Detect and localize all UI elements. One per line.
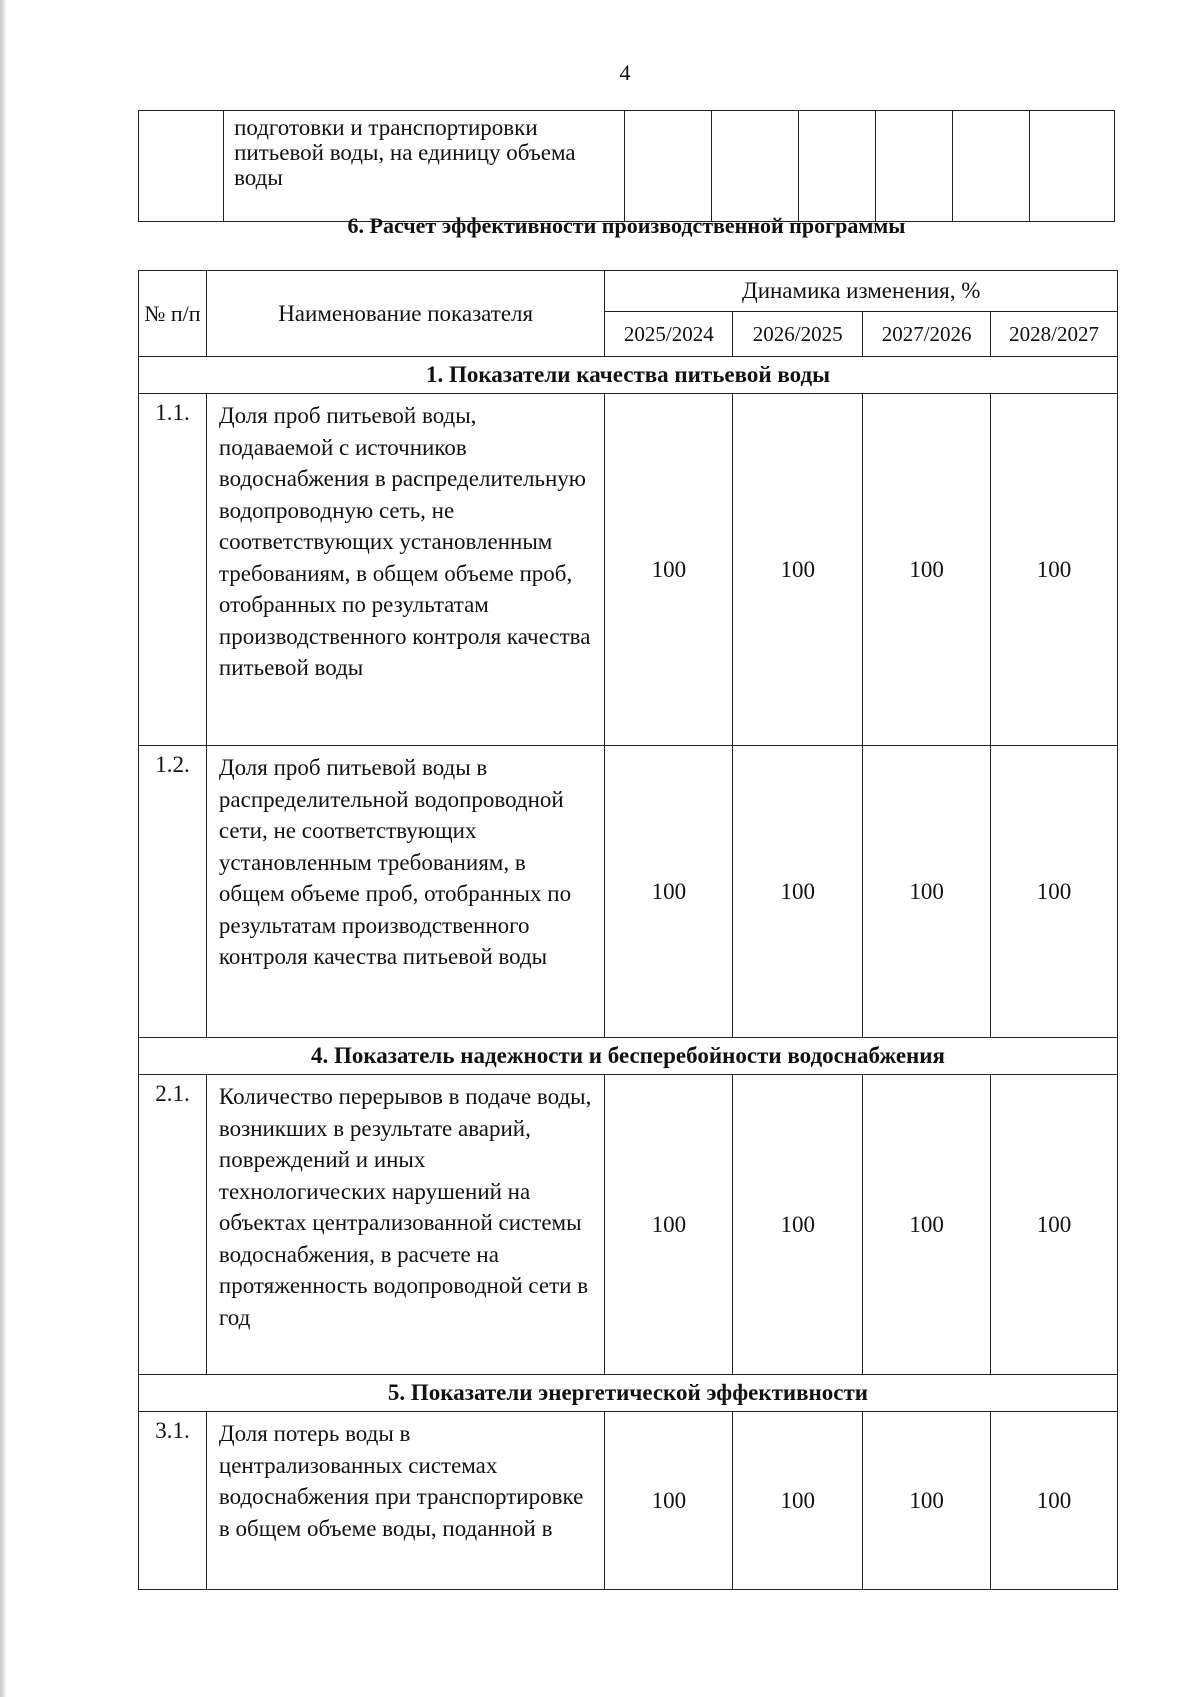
table-row	[139, 394, 1118, 746]
value-cell: 100	[991, 746, 1118, 1038]
header-year: 2026/2025	[733, 312, 863, 357]
carryover-table	[138, 110, 1115, 222]
group-header-row	[139, 357, 1118, 394]
header-row	[139, 271, 1118, 312]
row-number: 1.1.	[139, 394, 207, 746]
table-row	[139, 111, 1115, 222]
empty-cell	[876, 111, 953, 222]
value-cell: 100	[733, 746, 863, 1038]
value-cell: 100	[991, 1075, 1118, 1375]
group-header-row	[139, 1375, 1118, 1412]
header-name: Наименование показателя	[206, 271, 604, 357]
indicator-name: Доля потерь воды в централизованных системах водоснабжения при транспортировке в общем объеме воды, поданной в	[206, 1412, 604, 1590]
value-cell: 100	[863, 1075, 991, 1375]
group-title: 4. Показатель надежности и бесперебойности водоснабжения	[139, 1038, 1118, 1075]
value-cell: 100	[605, 746, 733, 1038]
empty-cell	[952, 111, 1029, 222]
value-cell: 100	[991, 394, 1118, 746]
value-cell: 100	[733, 394, 863, 746]
value-cell: 100	[733, 1412, 863, 1590]
section-title: 6. Расчет эффективности производственной программы	[347, 213, 906, 238]
value-cell: 100	[863, 1412, 991, 1590]
indicator-name: подготовки и транспортировки питьевой воды, на единицу объема воды	[224, 111, 625, 222]
group-title: 5. Показатели энергетической эффективности	[139, 1375, 1118, 1412]
value-cell: 100	[863, 394, 991, 746]
value-cell: 100	[991, 1412, 1118, 1590]
scan-edge	[0, 0, 6, 1697]
page-number: 4	[619, 60, 631, 85]
empty-cell	[799, 111, 876, 222]
indicator-name: Количество перерывов в подаче воды, возникших в результате аварий, повреждений и иных технологических нарушений на объектах централизованной системы водоснабжения, в расчете на протяженность водопроводной сети в год	[206, 1075, 604, 1375]
table-row	[139, 1075, 1118, 1375]
efficiency-table	[138, 270, 1118, 1590]
empty-cell	[624, 111, 711, 222]
indicator-name: Доля проб питьевой воды в распределительной водопроводной сети, не соответствующих установленным требованиям, в общем объеме проб, отобранных по результатам производственного контроля качества питьевой воды	[206, 746, 604, 1038]
value-cell: 100	[605, 1075, 733, 1375]
header-year: 2027/2026	[863, 312, 991, 357]
header-num: № п/п	[139, 271, 207, 357]
empty-cell	[712, 111, 799, 222]
row-number: 1.2.	[139, 746, 207, 1038]
header-year: 2028/2027	[991, 312, 1118, 357]
group-title: 1. Показатели качества питьевой воды	[139, 357, 1118, 394]
table-row	[139, 1412, 1118, 1590]
header-dynamics: Динамика изменения, %	[605, 271, 1118, 312]
indicator-name: Доля проб питьевой воды, подаваемой с источников водоснабжения в распределительную водопроводную сеть, не соответствующих установленным требованиям, в общем объеме проб, отобранных по результатам производственного контроля качества питьевой воды	[206, 394, 604, 746]
row-number: 3.1.	[139, 1412, 207, 1590]
table-row	[139, 746, 1118, 1038]
value-cell: 100	[605, 1412, 733, 1590]
empty-cell	[139, 111, 224, 222]
value-cell: 100	[863, 746, 991, 1038]
group-header-row	[139, 1038, 1118, 1075]
row-number: 2.1.	[139, 1075, 207, 1375]
header-year: 2025/2024	[605, 312, 733, 357]
value-cell: 100	[605, 394, 733, 746]
value-cell: 100	[733, 1075, 863, 1375]
empty-cell	[1029, 111, 1114, 222]
